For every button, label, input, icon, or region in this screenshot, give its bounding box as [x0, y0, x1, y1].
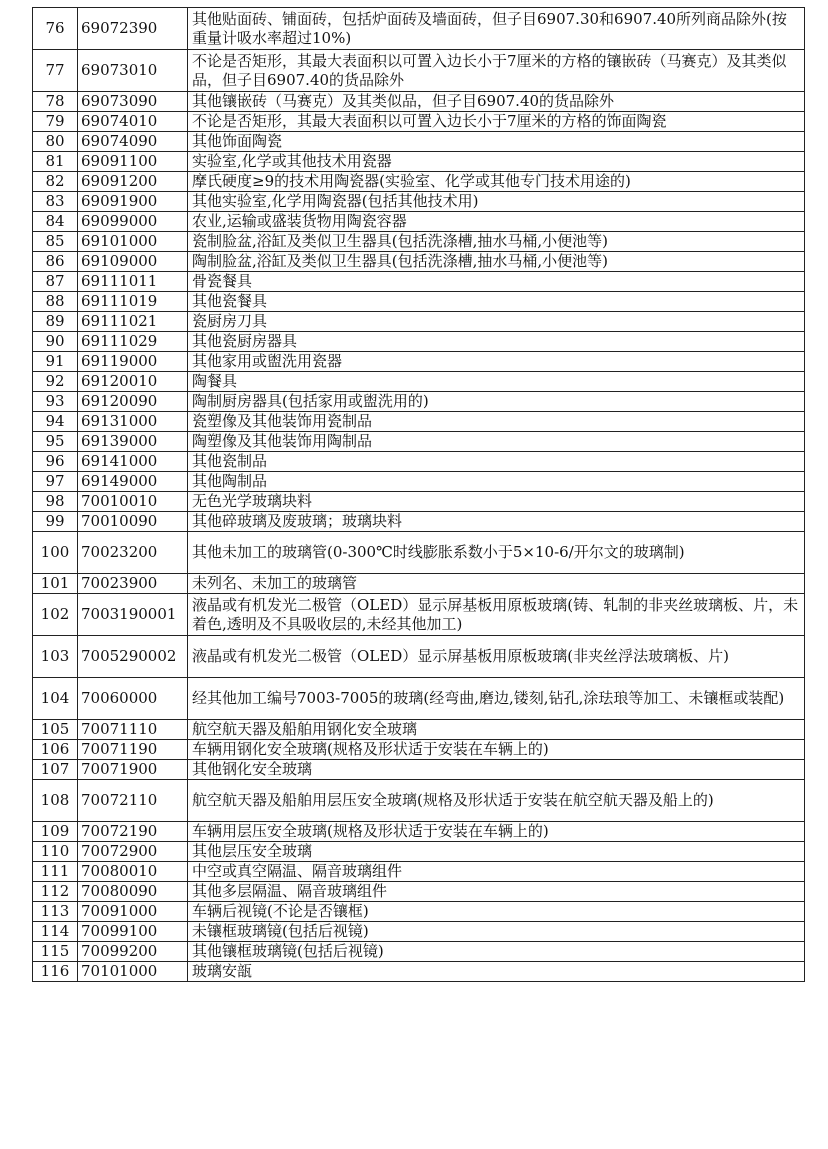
hs-code: 69091200 [78, 172, 188, 192]
hs-code: 70099100 [78, 922, 188, 942]
goods-description: 车辆用钢化安全玻璃(规格及形状适于安装在车辆上的) [188, 740, 805, 760]
hs-code: 70071110 [78, 720, 188, 740]
goods-description: 不论是否矩形，其最大表面积以可置入边长小于7厘米的方格的饰面陶瓷 [188, 112, 805, 132]
hs-code: 70010010 [78, 492, 188, 512]
row-number: 91 [33, 352, 78, 372]
goods-description: 其他家用或盥洗用瓷器 [188, 352, 805, 372]
table-row [33, 594, 805, 636]
goods-description: 玻璃安瓿 [188, 962, 805, 982]
row-number: 97 [33, 472, 78, 492]
table-row [33, 272, 805, 292]
row-number: 77 [33, 50, 78, 92]
table-row [33, 492, 805, 512]
table-row [33, 412, 805, 432]
table-row [33, 432, 805, 452]
table-row [33, 312, 805, 332]
table-row [33, 452, 805, 472]
row-number: 104 [33, 678, 78, 720]
hs-code: 70071190 [78, 740, 188, 760]
goods-description: 瓷厨房刀具 [188, 312, 805, 332]
table-row [33, 232, 805, 252]
hs-code: 69074090 [78, 132, 188, 152]
goods-description: 陶塑像及其他装饰用陶制品 [188, 432, 805, 452]
goods-description: 经其他加工编号7003-7005的玻璃(经弯曲,磨边,镂刻,钻孔,涂珐琅等加工、未镶框或装配) [188, 678, 805, 720]
goods-description: 航空航天器及船舶用层压安全玻璃(规格及形状适于安装在航空航天器及船上的) [188, 780, 805, 822]
row-number: 112 [33, 882, 78, 902]
table-row [33, 372, 805, 392]
table-row [33, 942, 805, 962]
hs-code: 69131000 [78, 412, 188, 432]
table-row [33, 574, 805, 594]
row-number: 113 [33, 902, 78, 922]
goods-description: 陶制厨房器具(包括家用或盥洗用的) [188, 392, 805, 412]
hs-code: 70080010 [78, 862, 188, 882]
goods-description: 无色光学玻璃块料 [188, 492, 805, 512]
hs-code: 69120010 [78, 372, 188, 392]
table-row [33, 392, 805, 412]
table-row [33, 132, 805, 152]
goods-description: 液晶或有机发光二极管（OLED）显示屏基板用原板玻璃(非夹丝浮法玻璃板、片) [188, 636, 805, 678]
row-number: 103 [33, 636, 78, 678]
row-number: 99 [33, 512, 78, 532]
hs-code: 70072110 [78, 780, 188, 822]
table-body [33, 8, 805, 982]
table-row [33, 862, 805, 882]
hs-code: 7005290002 [78, 636, 188, 678]
goods-description: 其他未加工的玻璃管(0-300℃时线膨胀系数小于5×10-6/开尔文的玻璃制) [188, 532, 805, 574]
row-number: 105 [33, 720, 78, 740]
hs-code: 69072390 [78, 8, 188, 50]
goods-description: 实验室,化学或其他技术用瓷器 [188, 152, 805, 172]
goods-description: 车辆后视镜(不论是否镶框) [188, 902, 805, 922]
table-row [33, 532, 805, 574]
table-row [33, 472, 805, 492]
row-number: 90 [33, 332, 78, 352]
table-row [33, 636, 805, 678]
hs-code: 70099200 [78, 942, 188, 962]
row-number: 94 [33, 412, 78, 432]
row-number: 81 [33, 152, 78, 172]
hs-code: 69109000 [78, 252, 188, 272]
hs-code: 70080090 [78, 882, 188, 902]
table-row [33, 92, 805, 112]
hs-code: 70023900 [78, 574, 188, 594]
goods-description: 其他层压安全玻璃 [188, 842, 805, 862]
hs-code: 69091900 [78, 192, 188, 212]
hs-code: 69139000 [78, 432, 188, 452]
row-number: 101 [33, 574, 78, 594]
hs-code: 69074010 [78, 112, 188, 132]
table-row [33, 512, 805, 532]
hs-code: 69073010 [78, 50, 188, 92]
goods-description: 航空航天器及船舶用钢化安全玻璃 [188, 720, 805, 740]
row-number: 82 [33, 172, 78, 192]
table-row [33, 922, 805, 942]
table-row [33, 172, 805, 192]
goods-description: 未镶框玻璃镜(包括后视镜) [188, 922, 805, 942]
hs-code: 70091000 [78, 902, 188, 922]
hs-code: 70072900 [78, 842, 188, 862]
goods-description: 骨瓷餐具 [188, 272, 805, 292]
table-row [33, 252, 805, 272]
row-number: 111 [33, 862, 78, 882]
table-row [33, 292, 805, 312]
goods-description: 其他镶框玻璃镜(包括后视镜) [188, 942, 805, 962]
row-number: 95 [33, 432, 78, 452]
goods-description: 瓷制脸盆,浴缸及类似卫生器具(包括洗涤槽,抽水马桶,小便池等) [188, 232, 805, 252]
goods-description: 其他饰面陶瓷 [188, 132, 805, 152]
goods-description: 未列名、未加工的玻璃管 [188, 574, 805, 594]
row-number: 83 [33, 192, 78, 212]
hs-code: 69091100 [78, 152, 188, 172]
hs-code: 70023200 [78, 532, 188, 574]
table-row [33, 8, 805, 50]
goods-description: 其他瓷厨房器具 [188, 332, 805, 352]
goods-description: 车辆用层压安全玻璃(规格及形状适于安装在车辆上的) [188, 822, 805, 842]
row-number: 85 [33, 232, 78, 252]
table-row [33, 112, 805, 132]
table-row [33, 192, 805, 212]
row-number: 107 [33, 760, 78, 780]
goods-description: 其他钢化安全玻璃 [188, 760, 805, 780]
goods-description: 其他镶嵌砖（马赛克）及其类似品，但子目6907.40的货品除外 [188, 92, 805, 112]
hs-code: 69111021 [78, 312, 188, 332]
table-row [33, 822, 805, 842]
table-row [33, 780, 805, 822]
table-row [33, 152, 805, 172]
row-number: 79 [33, 112, 78, 132]
goods-description: 农业,运输或盛装货物用陶瓷容器 [188, 212, 805, 232]
goods-description: 不论是否矩形，其最大表面积以可置入边长小于7厘米的方格的镶嵌砖（马赛克）及其类似品，但子目6907.40的货品除外 [188, 50, 805, 92]
hs-code: 70060000 [78, 678, 188, 720]
row-number: 116 [33, 962, 78, 982]
hs-code: 70010090 [78, 512, 188, 532]
hs-code: 69111011 [78, 272, 188, 292]
hs-code: 69111029 [78, 332, 188, 352]
row-number: 86 [33, 252, 78, 272]
row-number: 80 [33, 132, 78, 152]
table-row [33, 332, 805, 352]
row-number: 110 [33, 842, 78, 862]
goods-description: 陶制脸盆,浴缸及类似卫生器具(包括洗涤槽,抽水马桶,小便池等) [188, 252, 805, 272]
hs-code: 69073090 [78, 92, 188, 112]
row-number: 114 [33, 922, 78, 942]
row-number: 106 [33, 740, 78, 760]
hs-code: 70072190 [78, 822, 188, 842]
hs-code: 69141000 [78, 452, 188, 472]
table-row [33, 760, 805, 780]
table-row [33, 352, 805, 372]
row-number: 102 [33, 594, 78, 636]
row-number: 93 [33, 392, 78, 412]
goods-description: 中空或真空隔温、隔音玻璃组件 [188, 862, 805, 882]
table-row [33, 842, 805, 862]
row-number: 87 [33, 272, 78, 292]
table-row [33, 720, 805, 740]
hs-code: 7003190001 [78, 594, 188, 636]
hs-code: 70101000 [78, 962, 188, 982]
table-row [33, 902, 805, 922]
goods-description: 其他陶制品 [188, 472, 805, 492]
table-row [33, 212, 805, 232]
goods-description: 其他实验室,化学用陶瓷器(包括其他技术用) [188, 192, 805, 212]
row-number: 108 [33, 780, 78, 822]
table-row [33, 882, 805, 902]
tariff-table [32, 7, 805, 982]
row-number: 89 [33, 312, 78, 332]
table-row [33, 962, 805, 982]
row-number: 98 [33, 492, 78, 512]
goods-description: 摩氏硬度≥9的技术用陶瓷器(实验室、化学或其他专门技术用途的) [188, 172, 805, 192]
goods-description: 液晶或有机发光二极管（OLED）显示屏基板用原板玻璃(铸、轧制的非夹丝玻璃板、片，未着色,透明及不具吸收层的,未经其他加工) [188, 594, 805, 636]
table-row [33, 740, 805, 760]
goods-description: 其他多层隔温、隔音玻璃组件 [188, 882, 805, 902]
row-number: 92 [33, 372, 78, 392]
table-row [33, 50, 805, 92]
row-number: 100 [33, 532, 78, 574]
hs-code: 69101000 [78, 232, 188, 252]
goods-description: 其他瓷餐具 [188, 292, 805, 312]
goods-description: 瓷塑像及其他装饰用瓷制品 [188, 412, 805, 432]
hs-code: 69099000 [78, 212, 188, 232]
row-number: 88 [33, 292, 78, 312]
hs-code: 69120090 [78, 392, 188, 412]
goods-description: 其他瓷制品 [188, 452, 805, 472]
goods-description: 陶餐具 [188, 372, 805, 392]
row-number: 78 [33, 92, 78, 112]
row-number: 96 [33, 452, 78, 472]
hs-code: 69111019 [78, 292, 188, 312]
table-row [33, 678, 805, 720]
row-number: 84 [33, 212, 78, 232]
row-number: 76 [33, 8, 78, 50]
hs-code: 69149000 [78, 472, 188, 492]
row-number: 115 [33, 942, 78, 962]
goods-description: 其他碎玻璃及废玻璃；玻璃块料 [188, 512, 805, 532]
hs-code: 70071900 [78, 760, 188, 780]
row-number: 109 [33, 822, 78, 842]
hs-code: 69119000 [78, 352, 188, 372]
goods-description: 其他贴面砖、铺面砖，包括炉面砖及墙面砖，但子目6907.30和6907.40所列商品除外(按重量计吸水率超过10%) [188, 8, 805, 50]
